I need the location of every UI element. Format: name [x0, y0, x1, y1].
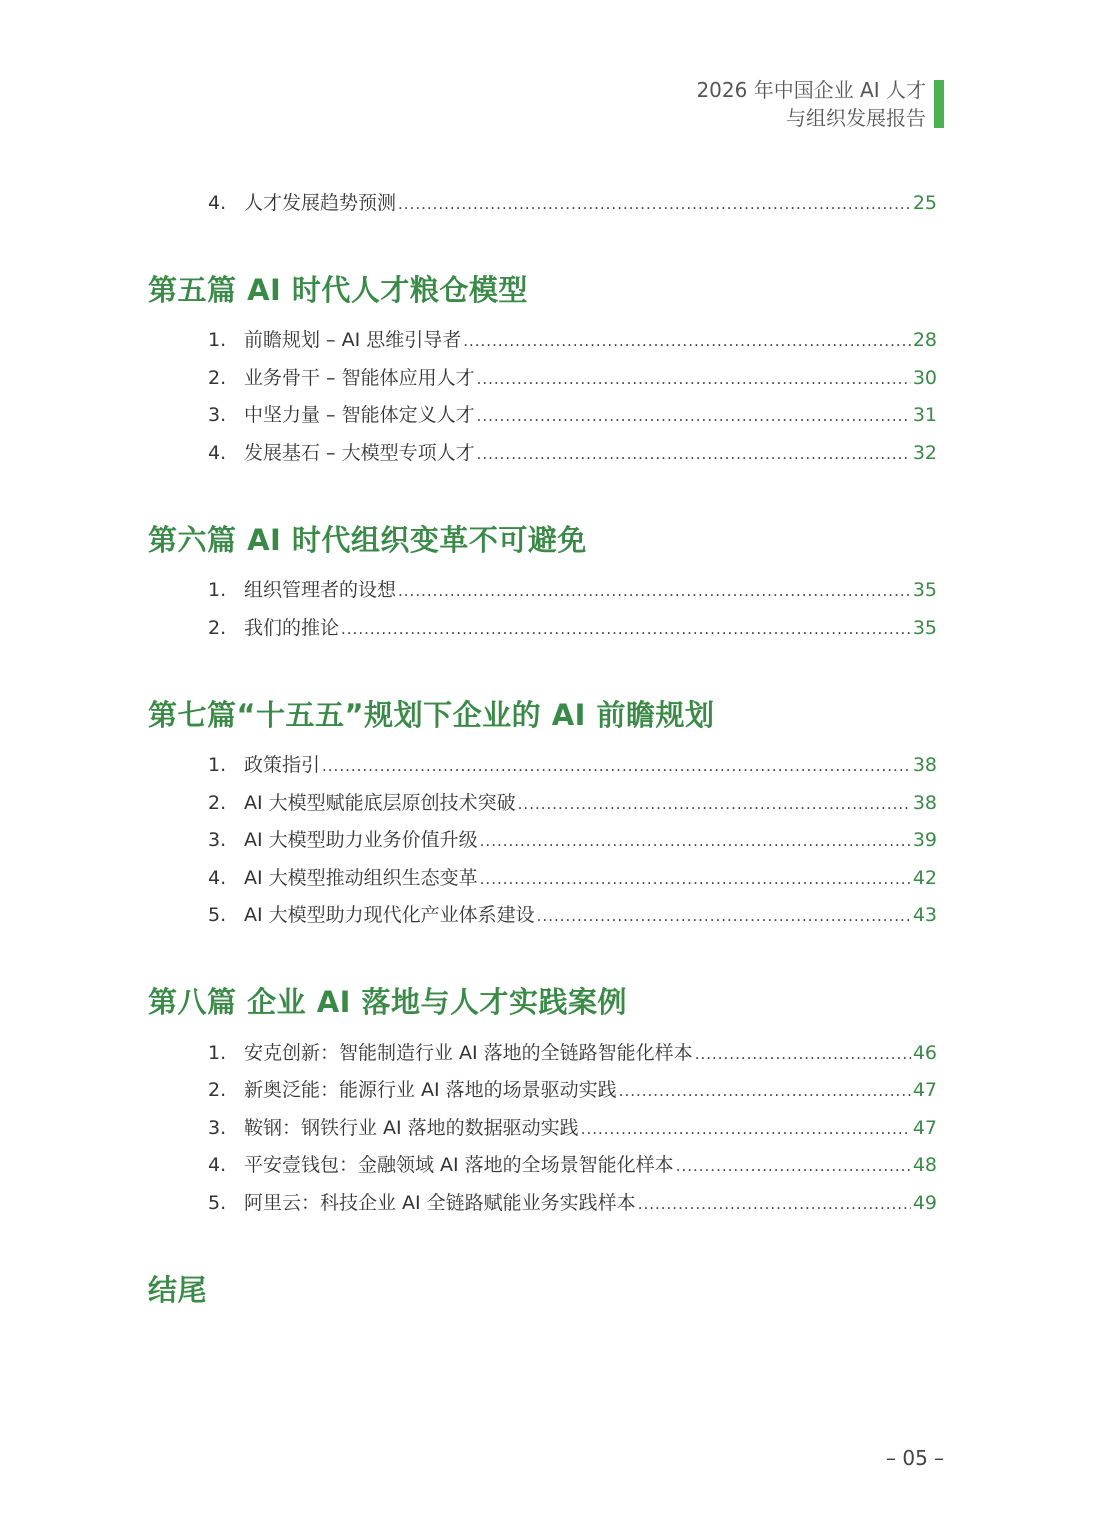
- section-title[interactable]: 第八篇 企业 AI 落地与人才实践案例: [148, 985, 628, 1019]
- dot-leader: [477, 445, 911, 463]
- toc-entry-label: 组织管理者的设想: [244, 579, 397, 601]
- section-title[interactable]: 第七篇“十五五”规划下企业的 AI 前瞻规划: [148, 698, 715, 732]
- header-accent-bar: [934, 80, 944, 128]
- section-title[interactable]: 第五篇 AI 时代人才粮仓模型: [148, 273, 528, 307]
- toc-entry-label: AI 大模型助力业务价值升级: [244, 829, 478, 851]
- dot-leader: [322, 757, 911, 775]
- toc-entry-label: 前瞻规划 – AI 思维引导者: [244, 329, 462, 351]
- toc-entry-label: 我们的推论: [244, 617, 340, 639]
- toc-entry[interactable]: 5. 阿里云：科技企业 AI 全链路赋能业务实践样本 ..... 49: [208, 1188, 937, 1218]
- dot-leader: [477, 370, 911, 388]
- toc-entry-label: 阿里云：科技企业 AI 全链路赋能业务实践样本: [244, 1192, 636, 1214]
- toc-page-number: 38: [912, 754, 937, 776]
- toc-entry[interactable]: 2. 我们的推论 ..... 35: [208, 613, 937, 643]
- toc-page-number: 39: [912, 829, 937, 851]
- toc-entry[interactable]: 4. 平安壹钱包：金融领域 AI 落地的全场景智能化样本 ..... 48: [208, 1150, 937, 1180]
- toc-entry-label: AI 大模型赋能底层原创技术突破: [244, 792, 516, 814]
- toc-page-number: 35: [912, 617, 937, 639]
- toc-entry[interactable]: 4. 人才发展趋势预测 ..... 25: [208, 188, 937, 218]
- toc-entry[interactable]: 5. AI 大模型助力现代化产业体系建设 ..... 43: [208, 900, 937, 930]
- dot-leader: [638, 1195, 911, 1213]
- dot-leader: [463, 332, 911, 350]
- toc-page-number: 49: [912, 1192, 937, 1214]
- toc-entry[interactable]: 1. 政策指引 ..... 38: [208, 750, 937, 780]
- page-number: – 05 –: [886, 1446, 945, 1470]
- toc-page-number: 32: [912, 442, 937, 464]
- toc-entry-label: 中坚力量 – 智能体定义人才: [244, 404, 475, 426]
- dot-leader: [480, 832, 911, 850]
- toc-entry-label: 发展基石 – 大模型专项人才: [244, 442, 475, 464]
- toc-entry-label: AI 大模型推动组织生态变革: [244, 867, 478, 889]
- toc-entry[interactable]: 2. 新奥泛能：能源行业 AI 落地的场景驱动实践 ..... 47: [208, 1075, 937, 1105]
- toc-entry[interactable]: 3. 中坚力量 – 智能体定义人才 ..... 31: [208, 400, 937, 430]
- toc-page-number: 46: [912, 1042, 937, 1064]
- toc-entry-label: 业务骨干 – 智能体应用人才: [244, 367, 475, 389]
- toc-entry[interactable]: 1. 前瞻规划 – AI 思维引导者 ..... 28: [208, 325, 937, 355]
- toc-entry-label: 安克创新：智能制造行业 AI 落地的全链路智能化样本: [244, 1042, 693, 1064]
- toc-page-number: 25: [912, 192, 937, 214]
- toc-page-number: 48: [912, 1154, 937, 1176]
- dot-leader: [518, 795, 911, 813]
- dot-leader: [619, 1082, 911, 1100]
- toc-entry-label: 新奥泛能：能源行业 AI 落地的场景驱动实践: [244, 1079, 617, 1101]
- toc-entry[interactable]: 1. 安克创新：智能制造行业 AI 落地的全链路智能化样本 ..... 46: [208, 1038, 937, 1068]
- toc-entry-label: 鞍钢：钢铁行业 AI 落地的数据驱动实践: [244, 1117, 579, 1139]
- dot-leader: [695, 1045, 911, 1063]
- toc-entry[interactable]: 2. 业务骨干 – 智能体应用人才 ..... 30: [208, 363, 937, 393]
- section-title[interactable]: 结尾: [148, 1273, 208, 1307]
- section-title[interactable]: 第六篇 AI 时代组织变革不可避免: [148, 523, 587, 557]
- toc-page-number: 47: [912, 1117, 937, 1139]
- toc-page-number: 38: [912, 792, 937, 814]
- dot-leader: [581, 1120, 911, 1138]
- toc-entry[interactable]: 2. AI 大模型赋能底层原创技术突破 ..... 38: [208, 788, 937, 818]
- toc-entry-label: 平安壹钱包：金融领域 AI 落地的全场景智能化样本: [244, 1154, 674, 1176]
- dot-leader: [398, 582, 911, 600]
- toc-page-number: 31: [912, 404, 937, 426]
- toc-entry[interactable]: 3. 鞍钢：钢铁行业 AI 落地的数据驱动实践 ..... 47: [208, 1113, 937, 1143]
- report-header: [696, 76, 926, 132]
- toc-entry-label: 政策指引: [244, 754, 321, 776]
- report-title-line1: 2026 年中国企业 AI 人才: [696, 78, 926, 102]
- dot-leader: [537, 907, 911, 925]
- toc-page-number: 28: [912, 329, 937, 351]
- toc-page-number: 35: [912, 579, 937, 601]
- toc-entry-label: 人才发展趋势预测: [244, 192, 397, 214]
- dot-leader: [477, 407, 911, 425]
- dot-leader: [676, 1157, 911, 1175]
- toc-entry[interactable]: 4. 发展基石 – 大模型专项人才 ..... 32: [208, 438, 937, 468]
- toc-page-number: 30: [912, 367, 937, 389]
- dot-leader: [480, 870, 911, 888]
- toc-page-number: 47: [912, 1079, 937, 1101]
- report-title-line2: 与组织发展报告: [786, 106, 926, 130]
- dot-leader: [341, 620, 911, 638]
- toc-page-number: 43: [912, 904, 937, 926]
- toc-page-number: 42: [912, 867, 937, 889]
- dot-leader: [398, 195, 911, 213]
- toc-entry[interactable]: 4. AI 大模型推动组织生态变革 ..... 42: [208, 863, 937, 893]
- toc-entry[interactable]: 3. AI 大模型助力业务价值升级 ..... 39: [208, 825, 937, 855]
- toc-entry[interactable]: 1. 组织管理者的设想 ..... 35: [208, 575, 937, 605]
- toc-entry-label: AI 大模型助力现代化产业体系建设: [244, 904, 535, 926]
